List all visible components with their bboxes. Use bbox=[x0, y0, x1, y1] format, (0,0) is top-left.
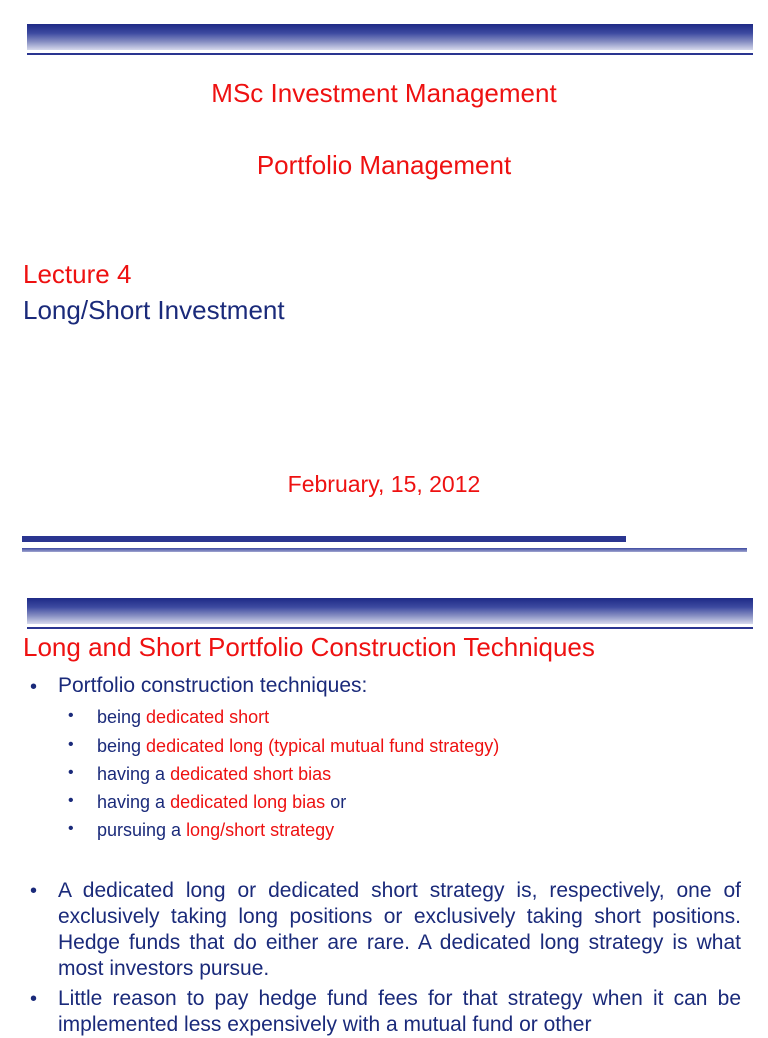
header-rule bbox=[27, 627, 753, 629]
lecture-date: February, 15, 2012 bbox=[287, 471, 481, 497]
bullet-marker: • bbox=[30, 880, 38, 902]
footer-bar bbox=[22, 536, 626, 542]
bullet-marker: • bbox=[68, 792, 74, 809]
bullet-fees: Little reason to pay hedge fund fees for that strategy when it can be implemented less expensively with a mutual fund or other bbox=[58, 987, 741, 1036]
header-rule bbox=[27, 53, 753, 55]
sub-item: having a dedicated long bias or bbox=[97, 792, 347, 812]
content-slide bbox=[0, 580, 768, 1036]
footer-rule bbox=[22, 548, 747, 552]
sub-item: having a dedicated short bias bbox=[97, 764, 332, 784]
header-bar bbox=[27, 598, 753, 624]
bullet-dedicated-strategy: A dedicated long or dedicated short strategy is, respectively, one of exclusively taking long positions or exclusively taking short positions. Hedge funds that do either are rare. A dedicated long strategy is what most investors pursue. bbox=[58, 879, 741, 980]
lecture-number: Lecture 4 bbox=[23, 259, 132, 289]
sub-item: being dedicated long (typical mutual fund strategy) bbox=[97, 736, 500, 756]
bullet-marker: • bbox=[68, 764, 74, 781]
bullet-marker: • bbox=[68, 707, 74, 724]
bullet-marker: • bbox=[30, 988, 38, 1010]
slide-heading: Long and Short Portfolio Construction Techniques bbox=[23, 632, 595, 662]
bullet-marker: • bbox=[68, 736, 74, 753]
course-title: Portfolio Management bbox=[256, 150, 512, 180]
lecture-topic: Long/Short Investment bbox=[23, 295, 285, 325]
sub-item: pursuing a long/short strategy bbox=[97, 820, 335, 840]
bullet-marker: • bbox=[68, 820, 74, 837]
program-title: MSc Investment Management bbox=[211, 78, 557, 108]
sub-item: being dedicated short bbox=[97, 707, 270, 727]
bullet-techniques: Portfolio construction techniques: bbox=[58, 674, 368, 697]
bullet-marker: • bbox=[30, 676, 38, 698]
slide-gap bbox=[0, 558, 768, 580]
header-bar bbox=[27, 24, 753, 50]
